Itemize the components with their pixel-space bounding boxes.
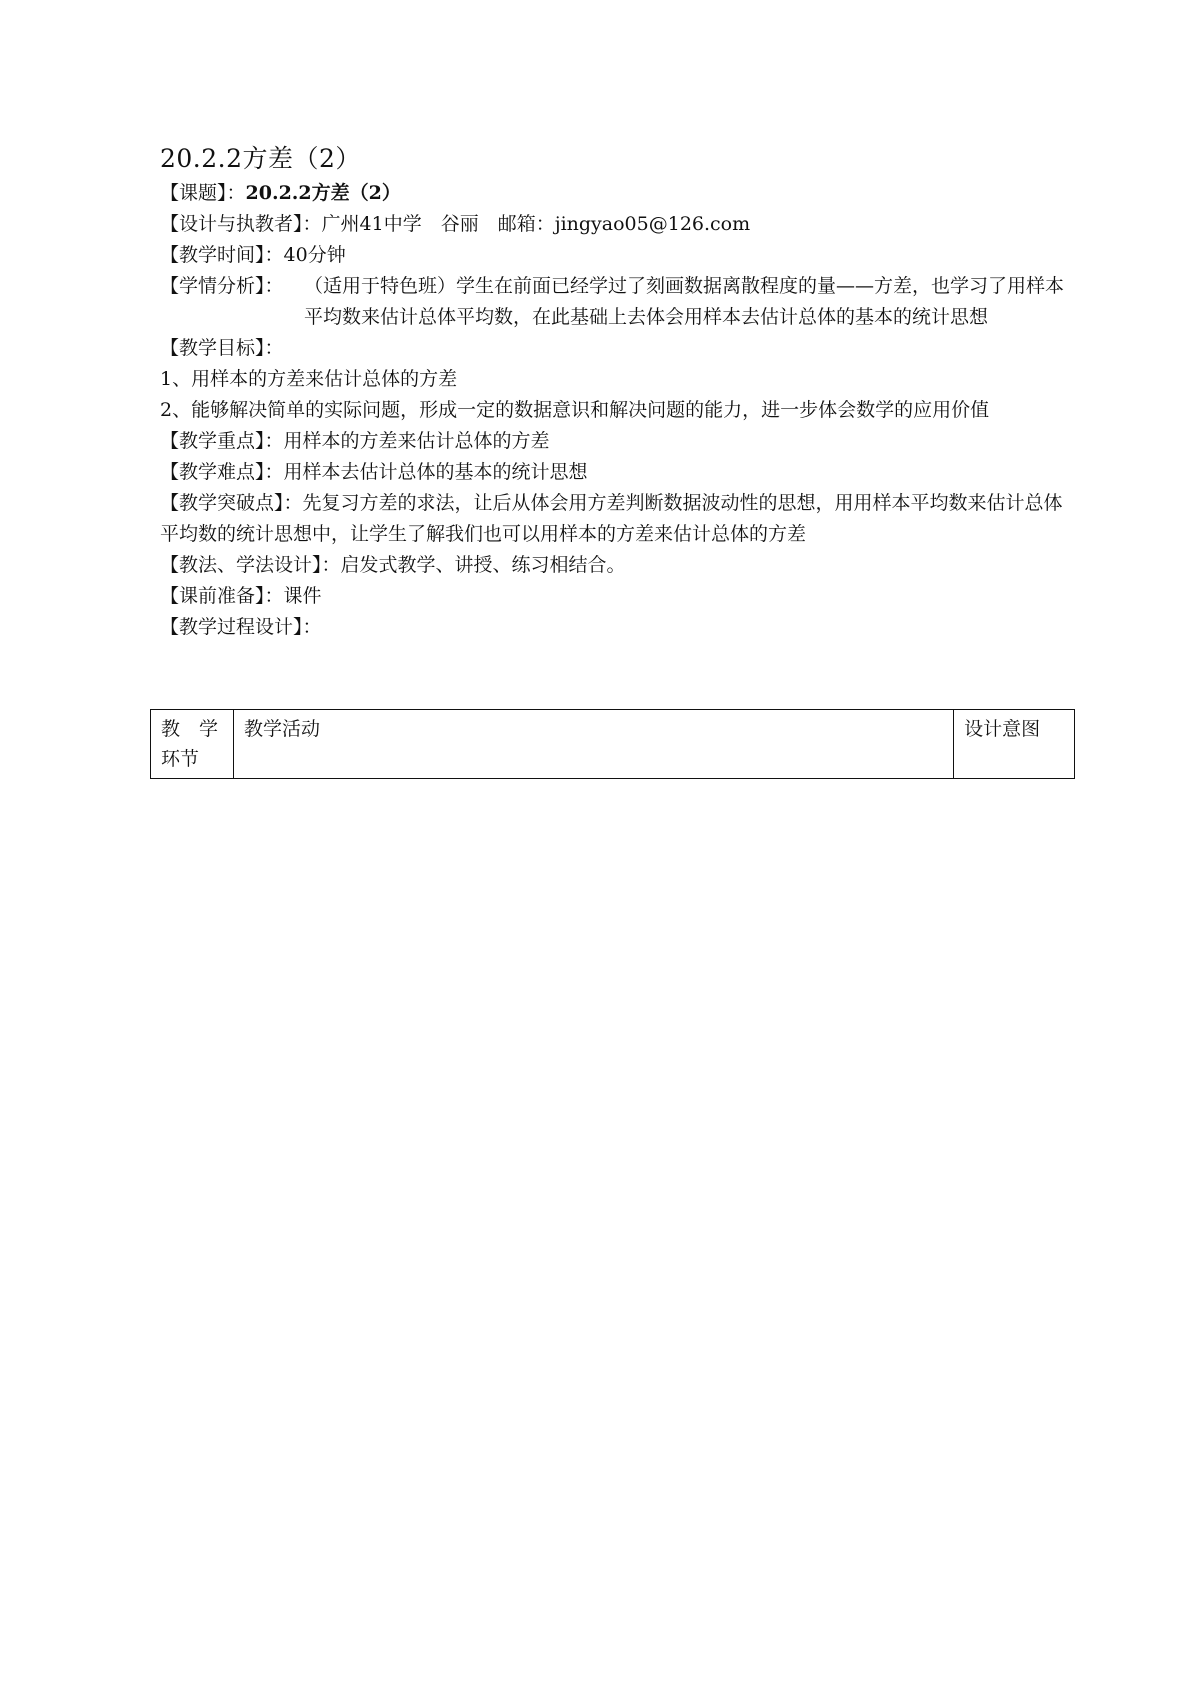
difficulty-value: 用样本去估计总体的基本的统计思想 bbox=[283, 461, 588, 483]
analysis-label: 【学情分析】： bbox=[160, 275, 284, 297]
methods-line bbox=[160, 550, 1080, 581]
key-point-label: 【教学重点】： bbox=[160, 430, 284, 452]
preparation-value: 课件 bbox=[283, 585, 322, 607]
goal-item: 1、用样本的方差来估计总体的方差 bbox=[160, 368, 458, 390]
difficulty-line bbox=[160, 457, 1080, 488]
process-label: 【教学过程设计】： bbox=[160, 616, 322, 638]
difficulty-label: 【教学难点】： bbox=[160, 461, 284, 483]
methods-label: 【教法、学法设计】： bbox=[160, 554, 341, 576]
breakthrough-line bbox=[160, 488, 1080, 550]
designer-line bbox=[160, 209, 1080, 240]
header-step: 教 学环节 bbox=[151, 710, 234, 779]
key-point-line bbox=[160, 426, 1080, 457]
time-label: 【教学时间】： bbox=[160, 244, 284, 266]
methods-value: 启发式教学、讲授、练习相结合。 bbox=[340, 554, 626, 576]
goals-line bbox=[160, 333, 1080, 364]
preparation-label: 【课前准备】： bbox=[160, 585, 284, 607]
process-table bbox=[150, 709, 1075, 779]
designer-value: 广州41中学 谷丽 邮箱：jingyao05@126.com bbox=[321, 213, 751, 235]
goal-item: 2、能够解决简单的实际问题，形成一定的数据意识和解决问题的能力，进一步体会数学的应用价值 bbox=[160, 399, 990, 421]
table-header-row bbox=[151, 710, 1075, 779]
preparation-line bbox=[160, 581, 1080, 612]
process-line bbox=[160, 612, 1080, 643]
designer-label: 【设计与执教者】： bbox=[160, 213, 322, 235]
breakthrough-label: 【教学突破点】： bbox=[160, 492, 303, 514]
document-page bbox=[160, 142, 1080, 643]
document-title: 20.2.2方差（2） bbox=[160, 144, 361, 173]
analysis-block bbox=[160, 271, 1080, 333]
topic-label: 【课题】： bbox=[160, 182, 246, 204]
goals-label: 【教学目标】： bbox=[160, 337, 284, 359]
breakthrough-value: 先复习方差的求法，让后从体会用方差判断数据波动性的思想，用用样本平均数来估计总体平均数的统计思想中，让学生了解我们也可以用样本的方差来估计总体的方差 bbox=[160, 492, 1063, 545]
analysis-value: （适用于特色班）学生在前面已经学过了刻画数据离散程度的量——方差，也学习了用样本平均数来估计总体平均数，在此基础上去体会用样本去估计总体的基本的统计思想 bbox=[304, 275, 1065, 328]
header-activity: 教学活动 bbox=[233, 710, 953, 779]
topic-line bbox=[160, 178, 1080, 209]
header-intent: 设计意图 bbox=[954, 710, 1075, 779]
key-point-value: 用样本的方差来估计总体的方差 bbox=[283, 430, 550, 452]
time-line bbox=[160, 240, 1080, 271]
time-value: 40分钟 bbox=[283, 244, 346, 266]
topic-value: 20.2.2方差（2） bbox=[245, 182, 401, 204]
